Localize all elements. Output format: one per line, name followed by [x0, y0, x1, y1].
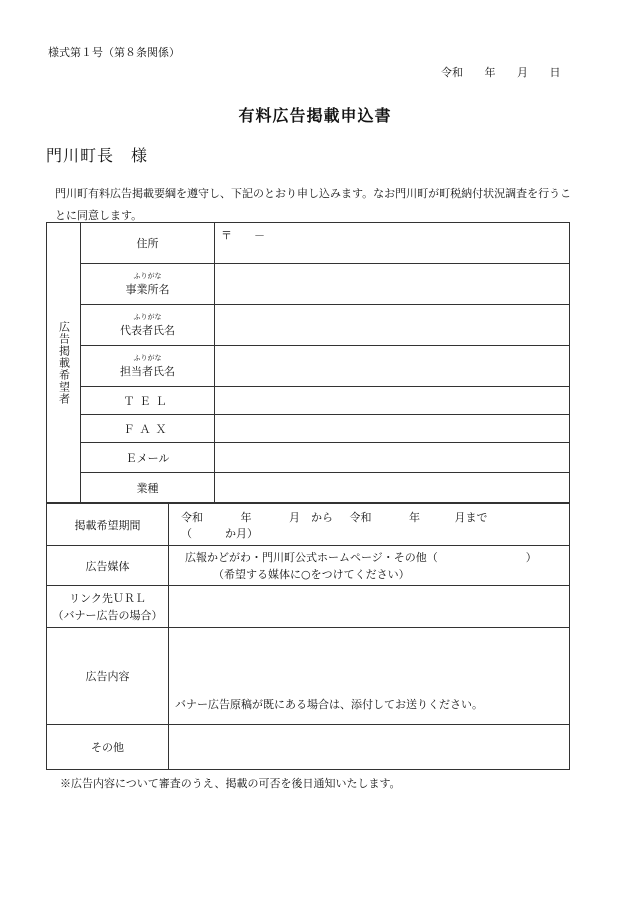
postal-mark: 〒 －	[221, 229, 265, 242]
period-months: （ か月）	[181, 526, 258, 540]
intro-text: 門川町有料広告掲載要綱を遵守し、下記のとおり申し込みます。なお門川町が町税納付状況調査を行うことに同意します。	[55, 187, 572, 222]
period-month-from: 月 から	[289, 510, 333, 524]
tel-field[interactable]	[215, 387, 570, 415]
date-year: 年	[484, 66, 496, 79]
date-day: 日	[549, 66, 561, 79]
other-label: その他	[47, 725, 169, 770]
addressee: 門川町長 様	[46, 146, 149, 165]
representative-label: 代表者氏名	[120, 324, 175, 337]
period-month-to: 月まで	[454, 510, 488, 524]
media-options: 広報かどがわ・門川町公式ホームページ・その他（ ）	[185, 550, 537, 564]
period-era-start: 令和	[181, 510, 203, 524]
period-era-end: 令和	[349, 510, 372, 524]
period-year-end: 年	[409, 510, 420, 524]
period-field[interactable]	[169, 504, 570, 546]
footnote: ※広告内容について審査のうえ、掲載の可否を後日通知いたします。	[60, 777, 401, 790]
date-line	[441, 64, 561, 80]
ad-content-field[interactable]	[169, 628, 570, 725]
business-name-label-cell	[81, 264, 215, 305]
link-url-label-cell	[47, 586, 169, 628]
address-field[interactable]	[215, 223, 570, 264]
form-number: 様式第１号（第８条関係）	[48, 46, 180, 59]
email-label: Ｅメール	[81, 443, 215, 473]
other-field[interactable]	[169, 725, 570, 770]
ad-content-label: 広告内容	[47, 628, 169, 725]
email-field[interactable]	[215, 443, 570, 473]
applicant-section-label: 広告掲載希望者	[57, 320, 71, 405]
business-name-label: 事業所名	[125, 283, 170, 296]
business-name-field[interactable]	[215, 264, 570, 305]
date-era: 令和	[441, 66, 463, 79]
period-label: 掲載希望期間	[47, 504, 169, 546]
media-label: 広告媒体	[47, 546, 169, 586]
furigana-label: ふりがな	[133, 354, 162, 362]
contact-person-label: 担当者氏名	[120, 365, 175, 378]
period-year-start: 年	[240, 510, 252, 524]
applicant-section-cell	[47, 223, 81, 503]
banner-note: バナー広告原稿が既にある場合は、添付してお送りください。	[175, 698, 483, 711]
media-field[interactable]	[169, 546, 570, 586]
applicant-table	[46, 222, 570, 503]
representative-label-cell	[81, 305, 215, 346]
furigana-label: ふりがな	[133, 313, 162, 321]
link-url-sublabel: （バナー広告の場合）	[52, 608, 163, 622]
tel-label: ＴＥＬ	[81, 387, 215, 415]
date-month: 月	[517, 66, 528, 79]
contact-person-label-cell	[81, 346, 215, 387]
representative-field[interactable]	[215, 305, 570, 346]
fax-field[interactable]	[215, 415, 570, 443]
ad-details-table	[46, 503, 570, 770]
contact-person-field[interactable]	[215, 346, 570, 387]
furigana-label: ふりがな	[133, 272, 162, 280]
address-label: 住所	[81, 223, 215, 264]
industry-field[interactable]	[215, 473, 570, 503]
media-instruction: （希望する媒体に○をつけてください）	[213, 567, 410, 581]
link-url-label: リンク先ＵＲＬ	[69, 591, 146, 605]
industry-label: 業種	[81, 473, 215, 503]
fax-label: ＦＡＸ	[81, 415, 215, 443]
document-title: 有料広告掲載申込書	[238, 106, 392, 125]
link-url-field[interactable]	[169, 586, 570, 628]
